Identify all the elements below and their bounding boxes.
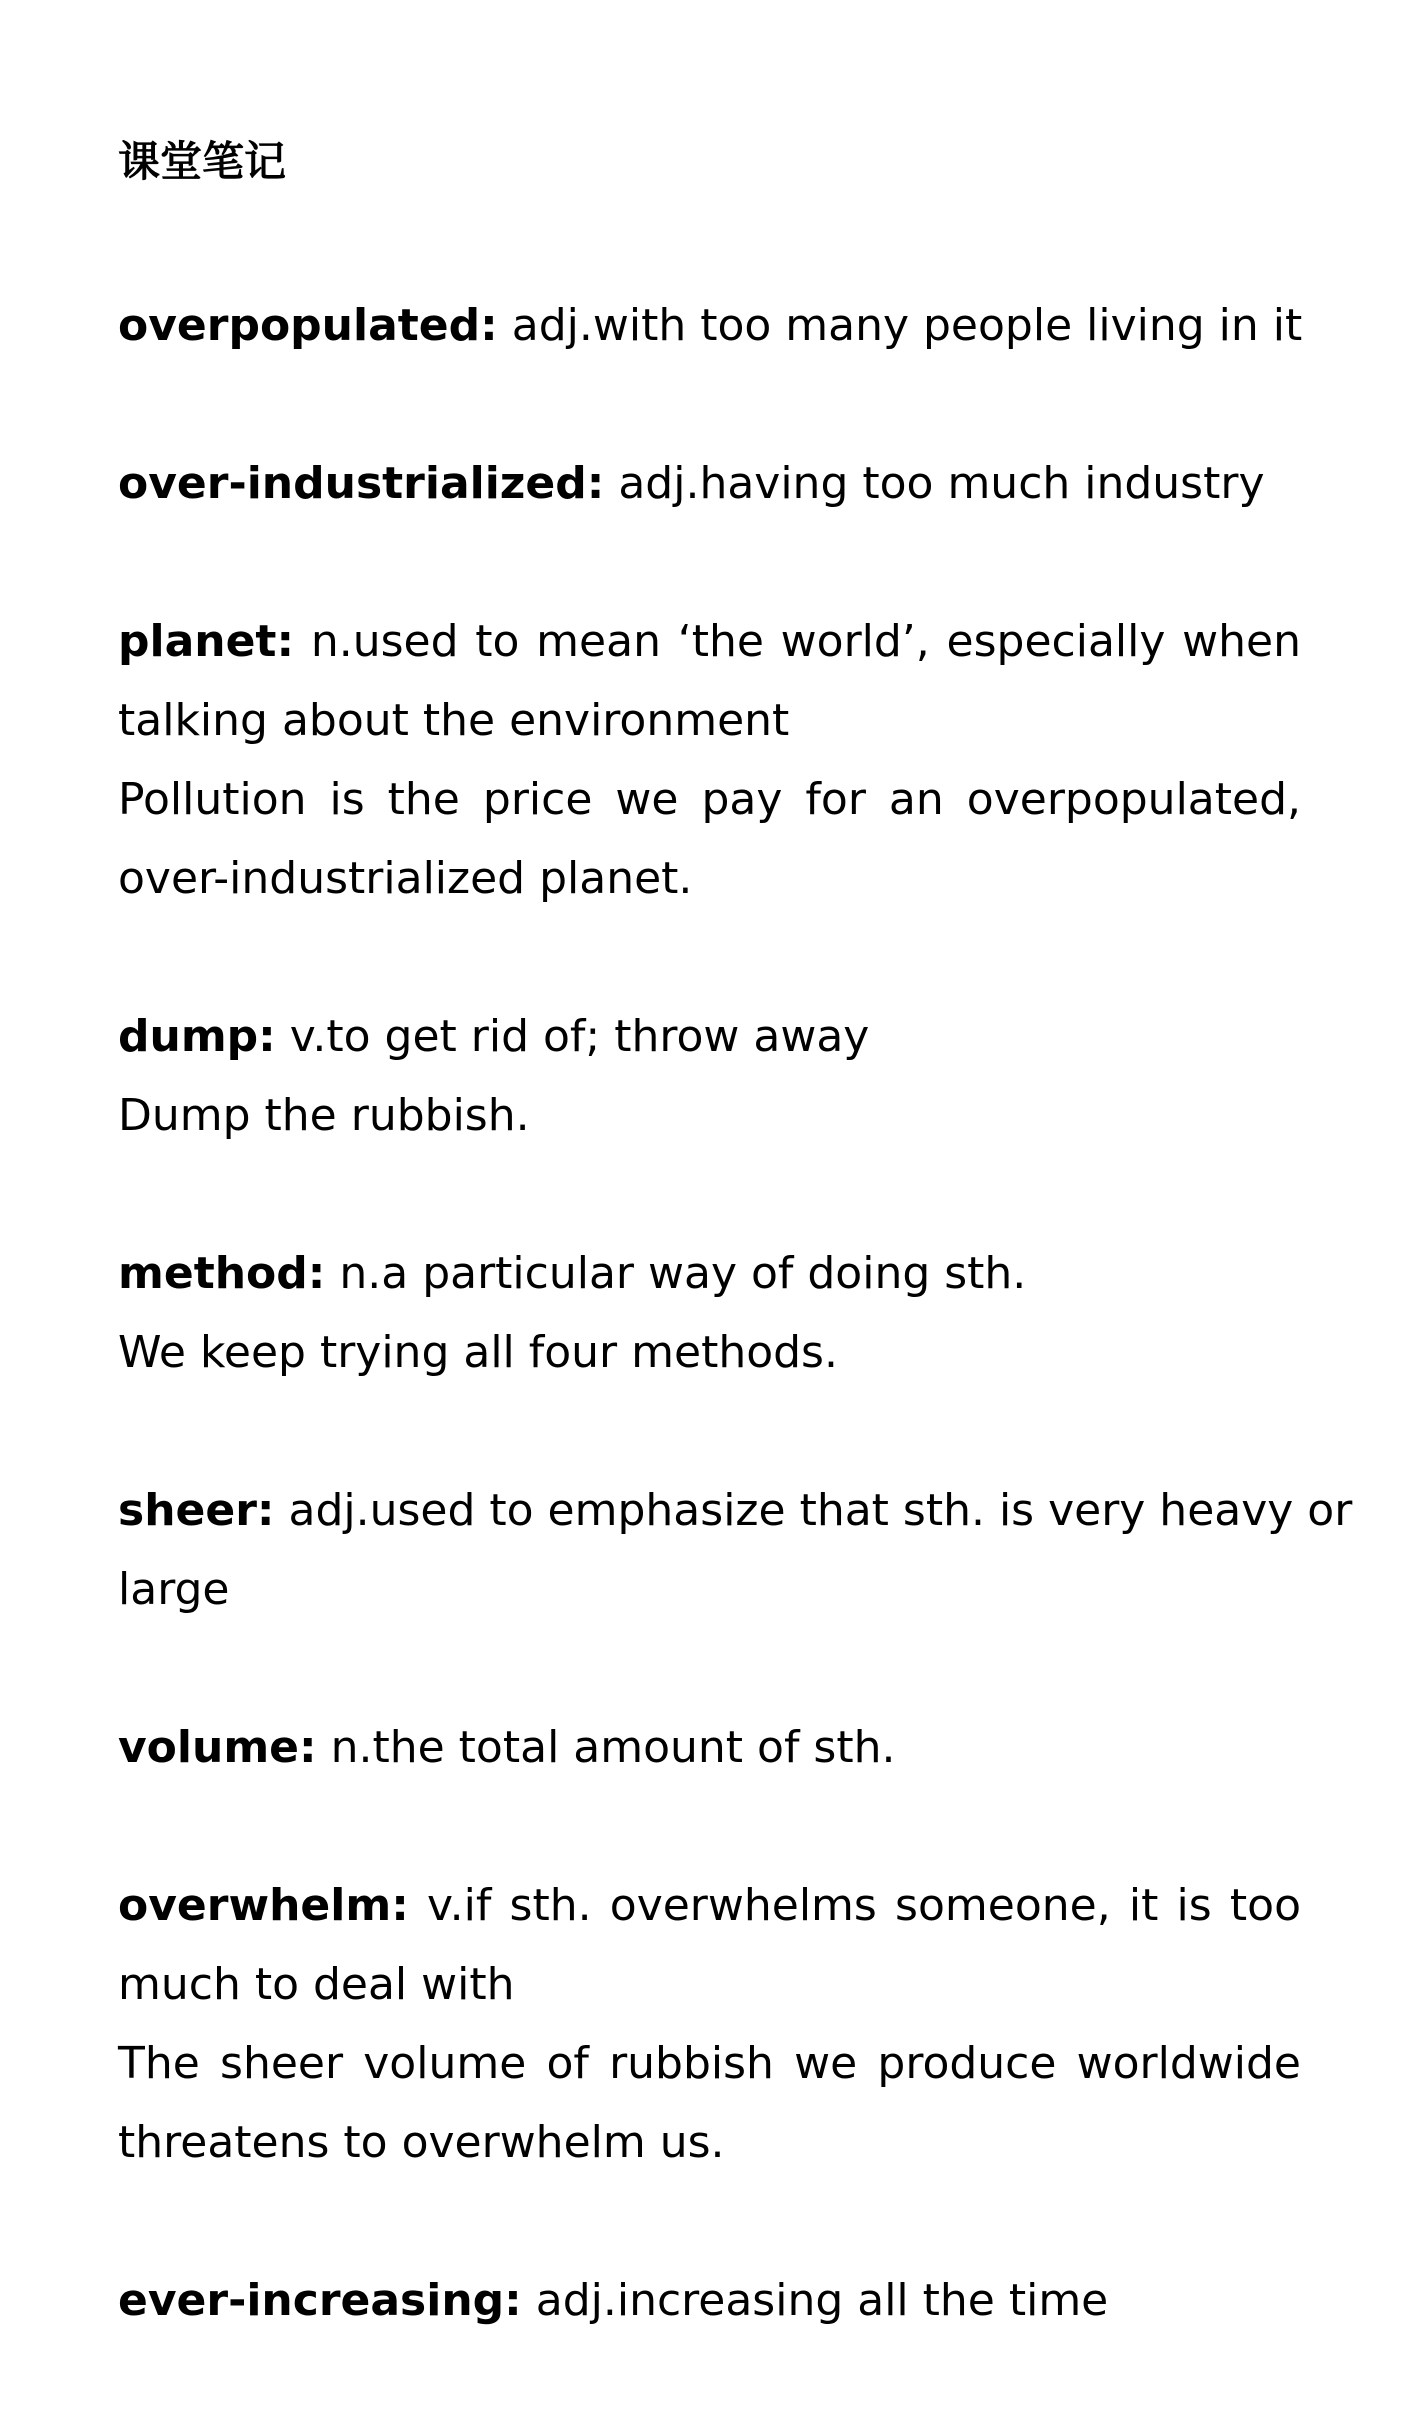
definition-continued: much to deal with xyxy=(118,1959,515,2010)
term: sheer: xyxy=(118,1485,275,1536)
example-sentence: The sheer volume of rubbish we produce worldwide xyxy=(118,2038,1301,2089)
term: planet: xyxy=(118,616,295,667)
entry-volume xyxy=(118,1718,1301,1778)
page-title: 课堂笔记 xyxy=(118,137,287,186)
example-sentence: Pollution is the price we pay for an overpopulated, xyxy=(118,774,1301,825)
definition: adj.with too many people living in it xyxy=(511,300,1303,351)
term: dump: xyxy=(118,1011,276,1062)
entry-dump xyxy=(118,1007,1301,1067)
definition-continued: talking about the environment xyxy=(118,695,790,746)
definition: v.if sth. overwhelms someone, it is too xyxy=(427,1880,1301,1931)
entry-method xyxy=(118,1244,1301,1304)
term: over-industrialized: xyxy=(118,458,605,509)
entry-planet xyxy=(118,612,1301,672)
entry-ever-increasing xyxy=(118,2271,1301,2331)
entry-sheer xyxy=(118,1481,1353,1541)
entry-overwhelm xyxy=(118,1876,1301,1936)
term: overwhelm: xyxy=(118,1880,409,1931)
entry-over-industrialized xyxy=(118,454,1301,514)
term: method: xyxy=(118,1248,326,1299)
definition: n.the total amount of sth. xyxy=(330,1722,896,1773)
definition: adj.having too much industry xyxy=(618,458,1265,509)
entry-overpopulated xyxy=(118,296,1301,356)
definition: adj.increasing all the time xyxy=(535,2275,1109,2326)
definition: v.to get rid of; throw away xyxy=(289,1011,870,1062)
definition-continued: large xyxy=(118,1564,230,1615)
example-sentence: We keep trying all four methods. xyxy=(118,1327,838,1378)
definition: n.a particular way of doing sth. xyxy=(339,1248,1027,1299)
example-sentence-continued: over-industrialized planet. xyxy=(118,853,693,904)
definition: n.used to mean ‘the world’, especially when xyxy=(310,616,1301,667)
term: overpopulated: xyxy=(118,300,498,351)
term: volume: xyxy=(118,1722,317,1773)
term: ever-increasing: xyxy=(118,2275,522,2326)
example-sentence: Dump the rubbish. xyxy=(118,1090,530,1141)
example-sentence-continued: threatens to overwhelm us. xyxy=(118,2117,725,2168)
definition: adj.used to emphasize that sth. is very heavy or xyxy=(288,1485,1353,1536)
